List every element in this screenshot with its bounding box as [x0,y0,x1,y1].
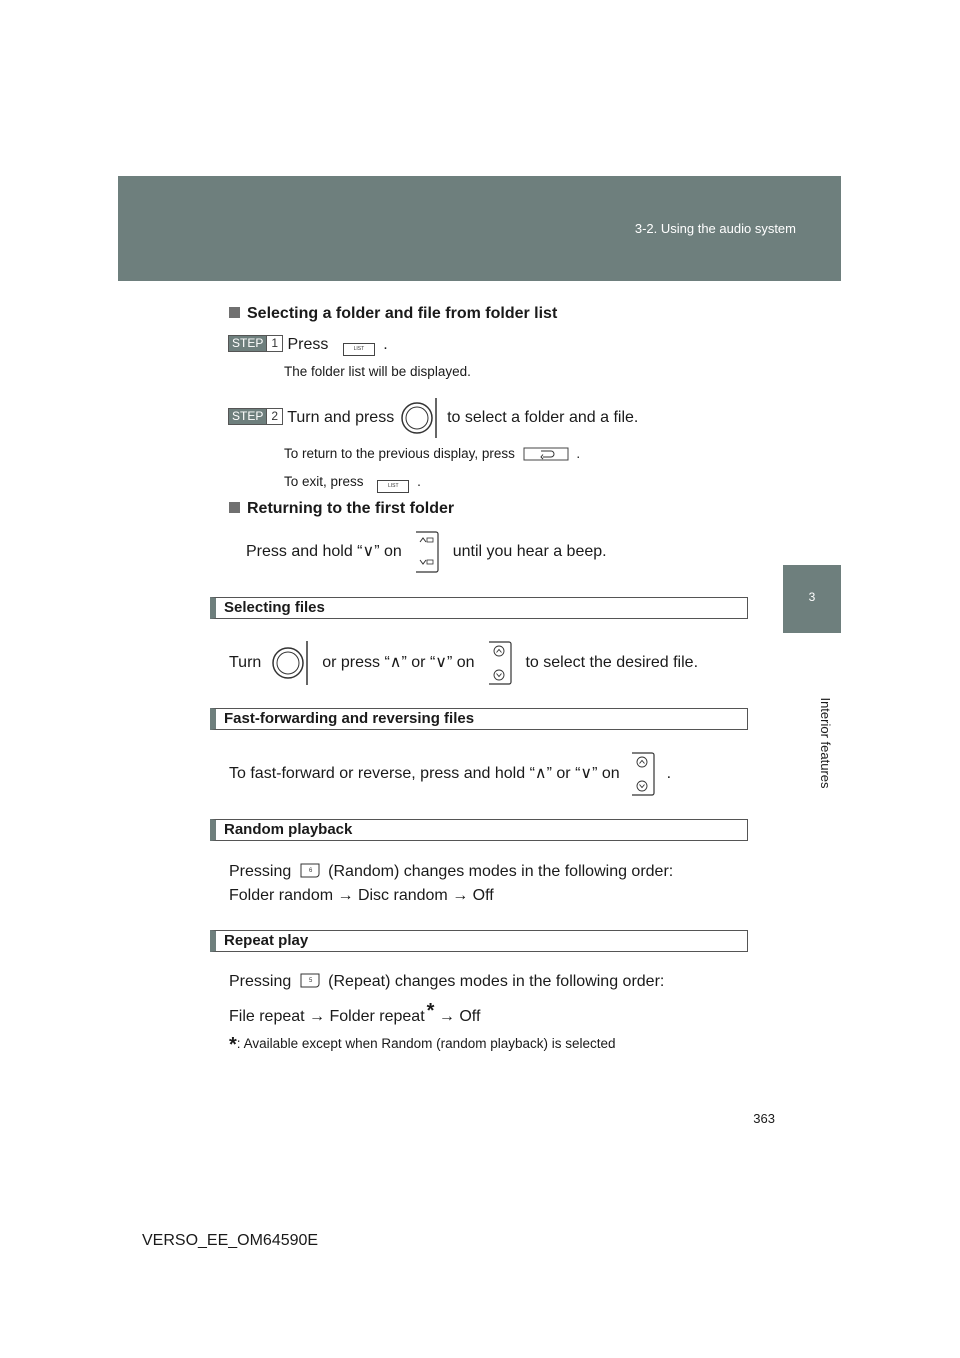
repeat-text: Pressing 5 (Repeat) changes modes in the following order: [229,973,665,990]
svg-text:6: 6 [308,868,313,874]
svg-text:5: 5 [308,978,313,984]
tune-knob-icon [399,397,443,439]
first-folder-text: Press and hold “∨” on until you hear a beep. [246,530,607,576]
chapter-label: Interior features [818,697,833,789]
footnote: *: Available except when Random (random playback) is selected [229,1034,616,1056]
step-badge: STEP 2 [228,408,283,425]
preset-5-button-icon [300,973,320,988]
folder-updown-button-icon [412,530,442,574]
exit-note: To exit, press LIST . [284,474,421,493]
repeat-order: File repeat → Folder repeat * → Off [229,1000,481,1025]
folder-list-heading: Selecting a folder and file from folder list [229,305,557,323]
return-note: To return to the previous display, press . [284,446,581,461]
selecting-files-text: Turn or press “∧” or “∨” on to select the desired file. [229,640,698,686]
document-code: VERSO_EE_OM64590E [142,1232,319,1249]
footnote-asterisk: * [426,1000,435,1022]
random-header: Random playback [210,819,748,841]
square-bullet-icon [229,502,240,513]
back-button-icon [523,447,569,461]
first-folder-heading: Returning to the first folder [229,500,454,518]
step-badge: STEP 1 [228,335,283,352]
random-text: Pressing 6 (Random) changes modes in the following order: [229,863,674,880]
preset-6-button-icon [300,863,320,878]
section-title: 3-2. Using the audio system [634,221,796,236]
chapter-number: 3 [808,590,816,604]
step1-line: STEP 1 Press LIST . [228,335,388,356]
ff-text: To fast-forward or reverse, press and hold “∧” or “∨” on . [229,751,671,799]
repeat-header: Repeat play [210,930,748,952]
list-button-icon: LIST [343,343,375,356]
ff-header: Fast-forwarding and reversing files [210,708,748,730]
step1-note: The folder list will be displayed. [284,364,471,379]
updown-button-icon [628,751,658,797]
page-number: 363 [753,1111,775,1126]
list-button-icon: LIST [377,480,409,493]
tune-knob-icon [270,640,314,686]
square-bullet-icon [229,307,240,318]
random-order: Folder random → Disc random → Off [229,887,494,904]
updown-button-icon [485,640,515,686]
selecting-files-header: Selecting files [210,597,748,619]
footnote-marker: * [229,1034,237,1056]
step2-line: STEP 2 Turn and press to select a folder and a file. [228,397,638,439]
